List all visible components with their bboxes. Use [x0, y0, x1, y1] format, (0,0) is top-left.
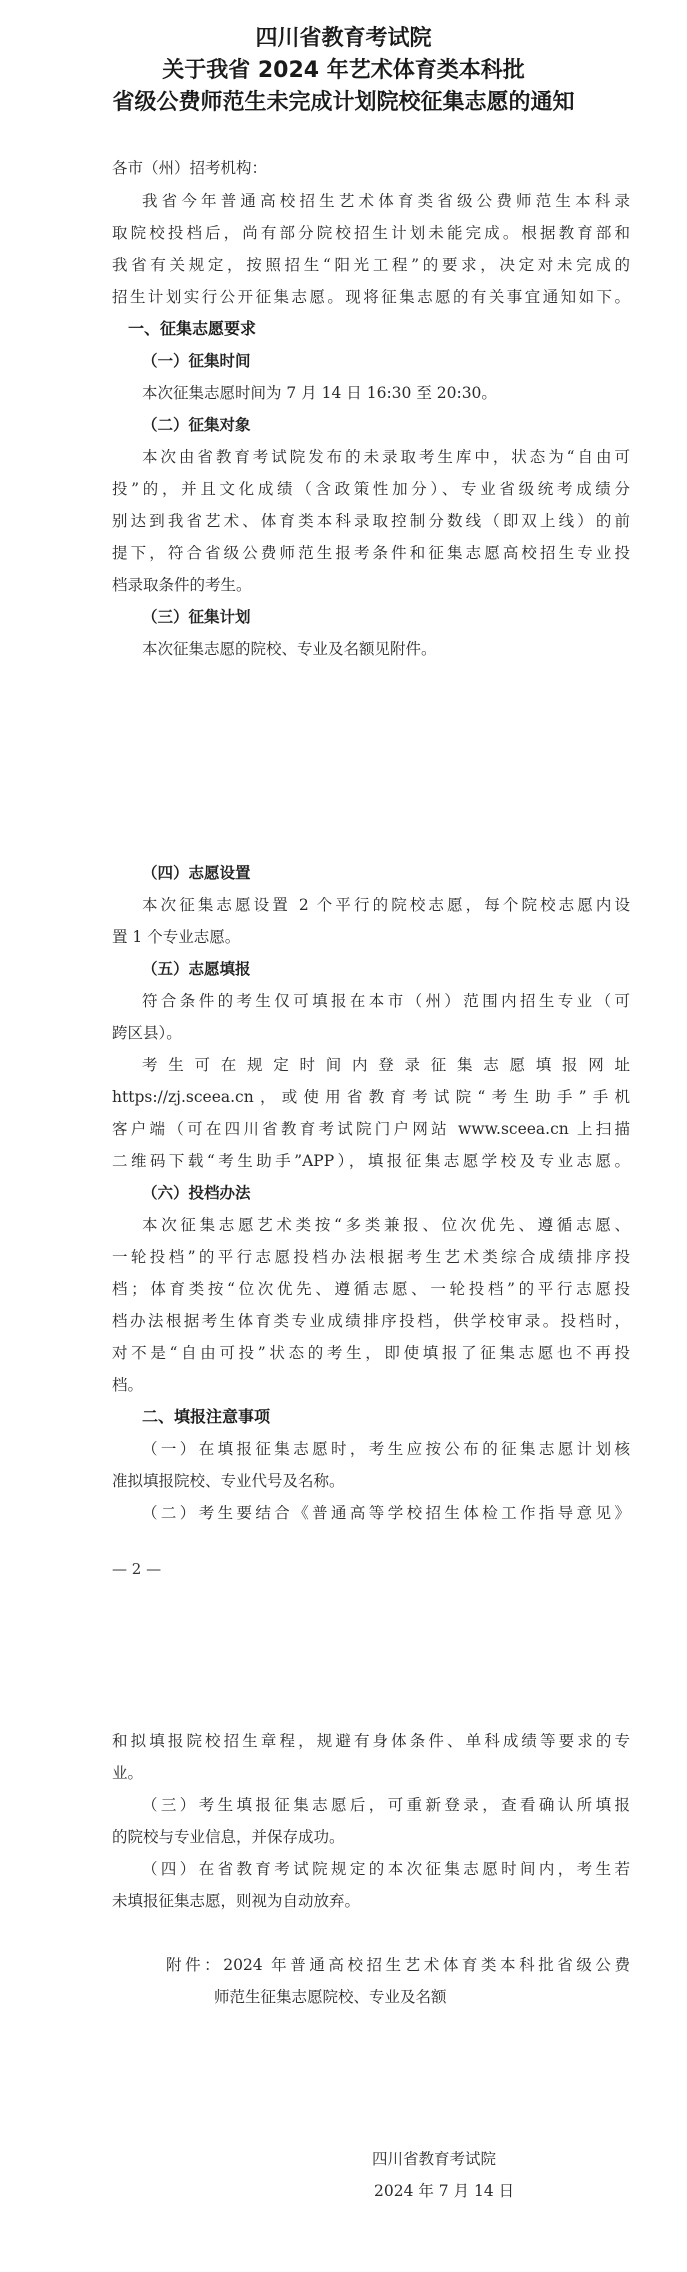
paragraph-line: 客户端（可在四川省教育考试院门户网站 www.sceea.cn 上扫描	[112, 1120, 630, 1138]
signature-date: 2024 年 7 月 14 日	[374, 2182, 515, 2200]
paragraph-line: （二）考生要结合《普通高等学校招生体检工作指导意见》	[142, 1504, 630, 1522]
paragraph-line: 本次征集志愿时间为 7 月 14 日 16:30 至 20:30。	[142, 384, 497, 402]
paragraph-line: 二维码下载“考生助手”APP），填报征集志愿学校及专业志愿。	[112, 1152, 630, 1170]
paragraph-line: 档。	[112, 1376, 144, 1394]
paragraph-line: 投”的，并且文化成绩（含政策性加分）、专业省级统考成绩分	[112, 480, 630, 498]
attachment-line: 附件：2024 年普通高校招生艺术体育类本科批省级公费	[166, 1956, 630, 1974]
paragraph-line: 本次征集志愿的院校、专业及名额见附件。	[142, 640, 437, 658]
paragraph-line: 档录取条件的考生。	[112, 576, 252, 594]
paragraph-line: 一轮投档”的平行志愿投档办法根据考生艺术类综合成绩排序投	[112, 1248, 630, 1266]
intro-line: 我省今年普通高校招生艺术体育类省级公费师范生本科录	[142, 192, 630, 210]
paragraph-line: 和拟填报院校招生章程，规避有身体条件、单科成绩等要求的专	[112, 1732, 630, 1750]
document-title-line-3: 省级公费师范生未完成计划院校征集志愿的通知	[112, 90, 575, 115]
signature-org: 四川省教育考试院	[372, 2150, 497, 2168]
paragraph-line: 准拟填报院校、专业代号及名称。	[112, 1472, 345, 1490]
addressee: 各市（州）招考机构：	[112, 159, 268, 177]
paragraph-line: 本次由省教育考试院发布的未录取考生库中，状态为“自由可	[142, 448, 630, 466]
paragraph-line: https://zj.sceea.cn，或使用省教育考试院“考生助手”手机	[112, 1088, 630, 1106]
document-title-line-1: 四川省教育考试院	[255, 26, 432, 51]
paragraph-line: 跨区县）。	[112, 1024, 182, 1042]
paragraph-line: 考生可在规定时间内登录征集志愿填报网址	[142, 1056, 630, 1074]
paragraph-line: 提下，符合省级公费师范生报考条件和征集志愿高校招生专业投	[112, 544, 630, 562]
intro-line: 我省有关规定，按照招生“阳光工程”的要求，决定对未完成的	[112, 256, 630, 274]
section-heading: 二、填报注意事项	[142, 1407, 271, 1426]
paragraph-line: （四）在省教育考试院规定的本次征集志愿时间内，考生若	[142, 1860, 630, 1878]
paragraph-line: 对不是“自由可投”状态的考生，即使填报了征集志愿也不再投	[112, 1344, 630, 1362]
document-title-line-2: 关于我省 2024 年艺术体育类本科批	[162, 58, 525, 83]
paragraph-line: 别达到我省艺术、体育类本科录取控制分数线（即双上线）的前	[112, 512, 630, 530]
subsection-heading: （一）征集时间	[142, 351, 251, 370]
paragraph-line: （一）在填报征集志愿时，考生应按公布的征集志愿计划核	[142, 1440, 630, 1458]
subsection-heading: （四）志愿设置	[142, 863, 251, 882]
paragraph-line: 档办法根据考生体育类专业成绩排序投档，供学校审录。投档时，	[112, 1312, 630, 1330]
subsection-heading: （六）投档办法	[142, 1183, 251, 1202]
paragraph-line: （三）考生填报征集志愿后，可重新登录，查看确认所填报	[142, 1796, 630, 1814]
paragraph-line: 未填报征集志愿，则视为自动放弃。	[112, 1892, 361, 1910]
subsection-heading: （三）征集计划	[142, 607, 251, 626]
paragraph-line: 业。	[112, 1764, 144, 1782]
subsection-heading: （二）征集对象	[142, 415, 251, 434]
paragraph-line: 置 1 个专业志愿。	[112, 928, 241, 946]
paragraph-line: 档；体育类按“位次优先、遵循志愿、一轮投档”的平行志愿投	[112, 1280, 630, 1298]
intro-line: 招生计划实行公开征集志愿。现将征集志愿的有关事宜通知如下。	[112, 288, 630, 306]
attachment-line: 师范生征集志愿院校、专业及名额	[214, 1988, 447, 2006]
subsection-heading: （五）志愿填报	[142, 959, 251, 978]
paragraph-line: 符合条件的考生仅可填报在本市（州）范围内招生专业（可	[142, 992, 630, 1010]
paragraph-line: 本次征集志愿设置 2 个平行的院校志愿，每个院校志愿内设	[142, 896, 630, 914]
page-number: — 2 —	[112, 1560, 162, 1578]
intro-line: 取院校投档后，尚有部分院校招生计划未能完成。根据教育部和	[112, 224, 630, 242]
section-heading: 一、征集志愿要求	[128, 319, 257, 338]
paragraph-line: 本次征集志愿艺术类按“多类兼报、位次优先、遵循志愿、	[142, 1216, 630, 1234]
paragraph-line: 的院校与专业信息，并保存成功。	[112, 1828, 345, 1846]
